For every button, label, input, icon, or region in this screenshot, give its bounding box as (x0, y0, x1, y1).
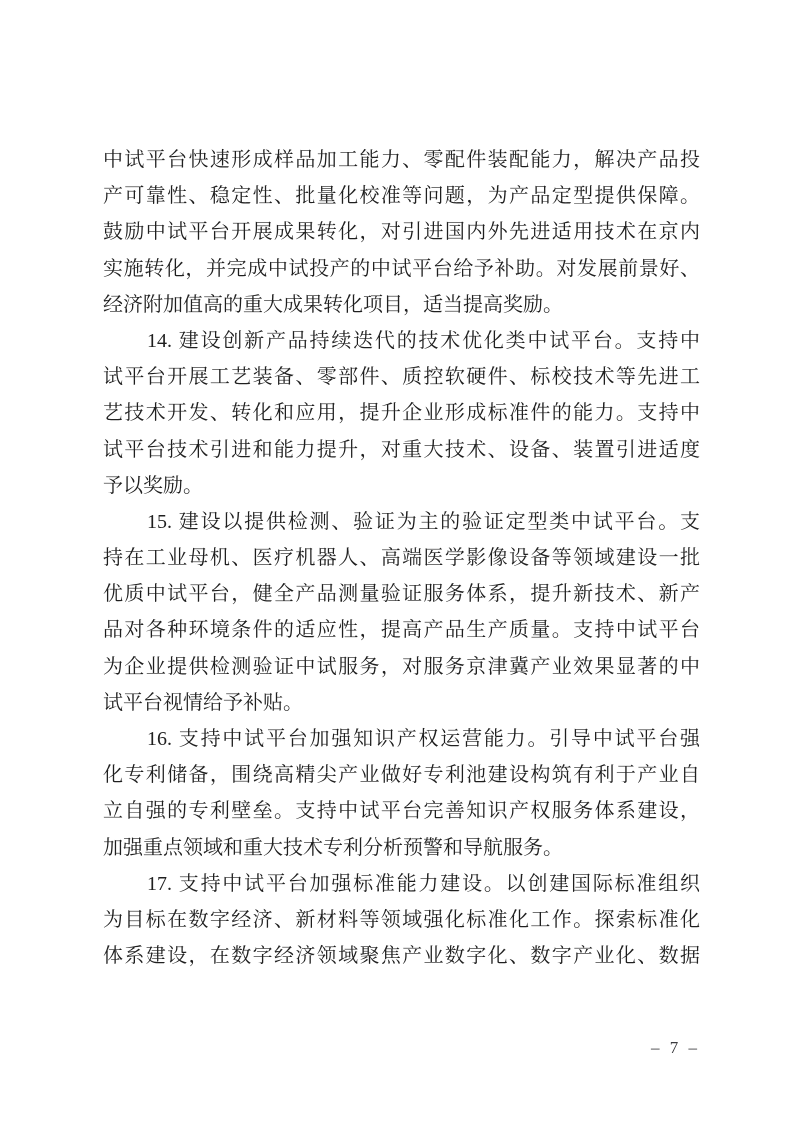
text-line: 实施转化，并完成中试投产的中试平台给予补助。对发展前景好、 (103, 257, 700, 280)
document-body (103, 142, 700, 974)
text-line: 16. 支持中试平台加强知识产权运营能力。引导中试平台强 (147, 728, 700, 750)
text-line: 持在工业母机、医疗机器人、高端医学影像设备等领域建设一批 (103, 547, 700, 570)
text-line: 为企业提供检测验证中试服务，对服务京津冀产业效果显著的中 (103, 655, 700, 678)
text-line: 试平台技术引进和能力提升，对重大技术、设备、装置引进适度 (103, 438, 700, 461)
paragraph-continuation (103, 142, 700, 323)
text-line: 14. 建设创新产品持续迭代的技术优化类中试平台。支持中 (147, 329, 700, 352)
text-line: 予以奖励。 (103, 474, 203, 497)
text-line: 经济附加值高的重大成果转化项目，适当提高奖励。 (103, 293, 563, 316)
text-line: 鼓励中试平台开展成果转化，对引进国内外先进适用技术在京内 (103, 221, 700, 244)
text-line: 15. 建设以提供检测、验证为主的验证定型类中试平台。支 (147, 510, 700, 533)
text-line: 试平台开展工艺装备、零部件、质控软硬件、标校技术等先进工 (103, 366, 700, 389)
page-number: – 7 – (651, 1038, 700, 1057)
text-line: 艺技术开发、转化和应用，提升企业形成标准件的能力。支持中 (103, 402, 700, 425)
text-line: 中试平台快速形成样品加工能力、零配件装配能力，解决产品投 (103, 149, 700, 171)
text-line: 产可靠性、稳定性、批量化校准等问题，为产品定型提供保障。 (103, 185, 700, 208)
paragraph-item-17 (103, 866, 700, 975)
text-line: 试平台视情给予补贴。 (103, 691, 303, 714)
text-line: 化专利储备，围绕高精尖产业做好专利池建设构筑有利于产业自 (103, 764, 700, 787)
text-line: 加强重点领域和重大技术专利分析预警和导航服务。 (103, 836, 563, 859)
text-line: 优质中试平台，健全产品测量验证服务体系，提升新技术、新产 (103, 583, 700, 606)
text-line: 17. 支持中试平台加强标准能力建设。以创建国际标准组织 (147, 872, 700, 895)
paragraph-item-16 (103, 721, 700, 866)
paragraph-item-15 (103, 504, 700, 721)
text-line: 立自强的专利壁垒。支持中试平台完善知识产权服务体系建设， (103, 800, 700, 823)
paragraph-item-14 (103, 323, 700, 504)
text-line: 体系建设，在数字经济领域聚焦产业数字化、数字产业化、数据 (103, 945, 700, 968)
text-line: 为目标在数字经济、新材料等领域强化标准化工作。探索标准化 (103, 908, 700, 931)
text-line: 品对各种环境条件的适应性，提高产品生产质量。支持中试平台 (103, 619, 700, 642)
